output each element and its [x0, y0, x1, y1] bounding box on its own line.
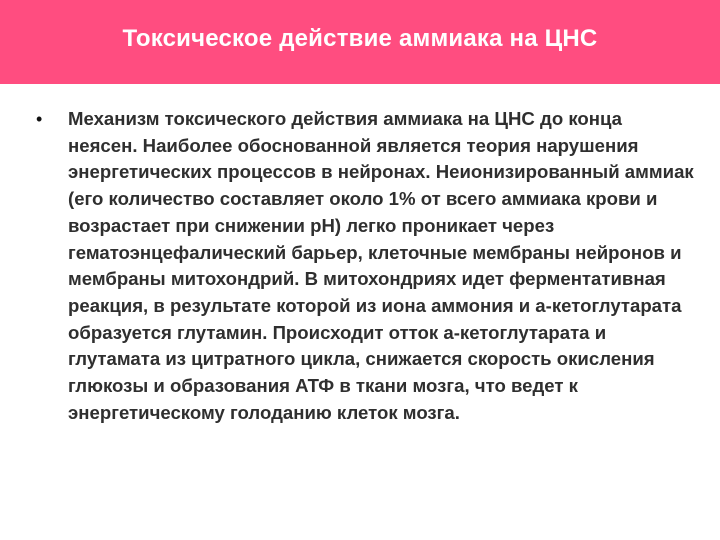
- title-bar: [0, 0, 720, 84]
- slide-content: [0, 84, 720, 540]
- bullet-icon: •: [36, 109, 43, 129]
- slide-title: Токсическое действие аммиака на ЦНС: [122, 25, 598, 52]
- bullet-text: Механизм токсического действия аммиака на ЦНС до конца неясен. Наиболее обоснованной является теория нарушения энергетических процессов в нейронах. Неионизированный аммиак (его количество составляет около 1% от всего аммиака крови и возрастает при снижении pH) легко проникает через гематоэнцефалический барьер, клеточные мембраны нейронов и мембраны митохондрий. В митохондриях идет ферментативная реакция, в результате которой из иона аммония и а-кетоглутарата образуется глутамин. Происходит отток а-кетоглутарата и глутамата из цитратного цикла, снижается скорость окисления глюкозы и образования АТФ в ткани мозга, что ведет к энергетическому голоданию клеток мозга.: [68, 108, 694, 423]
- bullet-item: [34, 106, 694, 426]
